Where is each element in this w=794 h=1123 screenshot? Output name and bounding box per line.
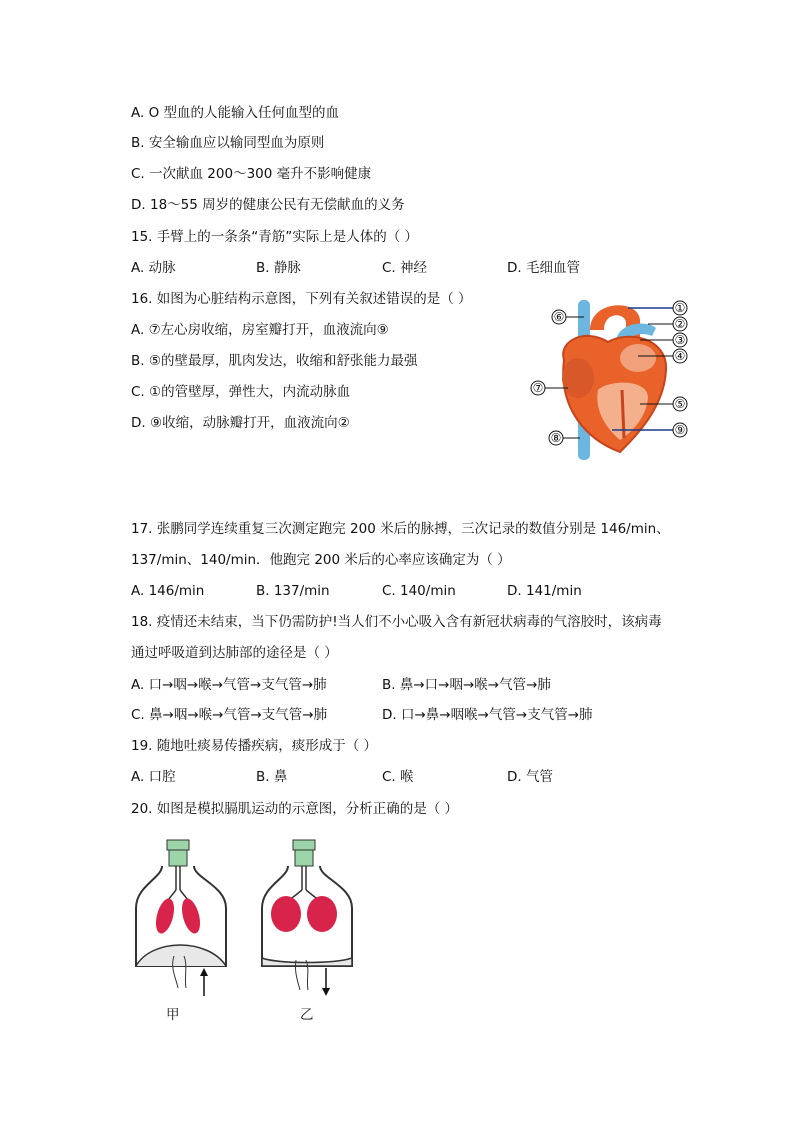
q19-option-c: C. 喉 [382, 769, 414, 785]
heart-label-1: ① [674, 301, 686, 315]
q16-option-a: A. ⑦左心房收缩，房室瓣打开，血液流向⑨ [131, 322, 389, 338]
heart-diagram [528, 290, 698, 460]
q15-option-c: C. 神经 [382, 260, 428, 276]
q19-option-d: D. 气管 [507, 769, 553, 785]
heart-label-6: ⑥ [553, 310, 565, 324]
q14-option-a: A. O 型血的人能输入任何血型的血 [131, 105, 339, 121]
q18-option-a: A. 口→咽→喉→气管→支气管→肺 [131, 677, 327, 693]
heart-label-4: ④ [674, 349, 686, 363]
q17-option-b: B. 137/min [256, 583, 330, 599]
q17-option-a: A. 146/min [131, 583, 205, 599]
q18-stem-line2: 通过呼吸道到达肺部的途径是（ ） [131, 645, 338, 661]
heart-label-5: ⑤ [674, 397, 686, 411]
q15-stem: 15. 手臂上的一条条“青筋”实际上是人体的（ ） [131, 229, 419, 245]
q15-option-b: B. 静脉 [256, 260, 301, 276]
q16-stem: 16. 如图为心脏结构示意图，下列有关叙述错误的是（ ） [131, 291, 472, 307]
q14-option-d: D. 18～55 周岁的健康公民有无偿献血的义务 [131, 197, 405, 213]
q18-option-d: D. 口→鼻→咽喉→气管→支气管→肺 [382, 707, 593, 723]
q16-option-d: D. ⑨收缩，动脉瓣打开，血液流向② [131, 415, 350, 431]
q17-stem-line2: 137/min、140/min．他跑完 200 米后的心率应该确定为（ ） [131, 552, 511, 568]
q16-option-b: B. ⑤的壁最厚，肌肉发达，收缩和舒张能力最强 [131, 353, 418, 369]
q17-option-d: D. 141/min [507, 583, 582, 599]
q18-option-c: C. 鼻→咽→喉→气管→支气管→肺 [131, 707, 328, 723]
heart-label-9: ⑨ [674, 423, 686, 437]
heart-label-7: ⑦ [532, 381, 544, 395]
q17-option-c: C. 140/min [382, 583, 456, 599]
heart-label-8: ⑧ [550, 431, 562, 445]
q20-stem: 20. 如图是模拟膈肌运动的示意图，分析正确的是（ ） [131, 801, 459, 817]
bell-jar-jia [132, 838, 232, 998]
q14-option-b: B. 安全输血应以输同型血为原则 [131, 135, 325, 151]
q15-option-d: D. 毛细血管 [507, 260, 580, 276]
heart-label-2: ② [674, 317, 686, 331]
q16-option-c: C. ①的管壁厚，弹性大，内流动脉血 [131, 384, 351, 400]
q18-option-b: B. 鼻→口→咽→喉→气管→肺 [382, 677, 551, 693]
bell-jar-yi [258, 838, 358, 998]
figure-label-jia: 甲 [166, 1007, 180, 1023]
q15-option-a: A. 动脉 [131, 260, 176, 276]
heart-label-3: ③ [674, 333, 686, 347]
q14-option-c: C. 一次献血 200～300 毫升不影响健康 [131, 166, 372, 182]
q18-stem-line1: 18. 疫情还未结束，当下仍需防护!当人们不小心吸入含有新冠状病毒的气溶胶时，该病毒 [131, 614, 662, 630]
figure-label-yi: 乙 [300, 1007, 314, 1023]
q19-option-b: B. 鼻 [256, 769, 288, 785]
q17-stem-line1: 17. 张鹏同学连续重复三次测定跑完 200 米后的脉搏，三次记录的数值分别是 146/min、 [131, 521, 670, 537]
q19-option-a: A. 口腔 [131, 769, 176, 785]
q19-stem: 19. 随地吐痰易传播疾病，痰形成于（ ） [131, 738, 378, 754]
